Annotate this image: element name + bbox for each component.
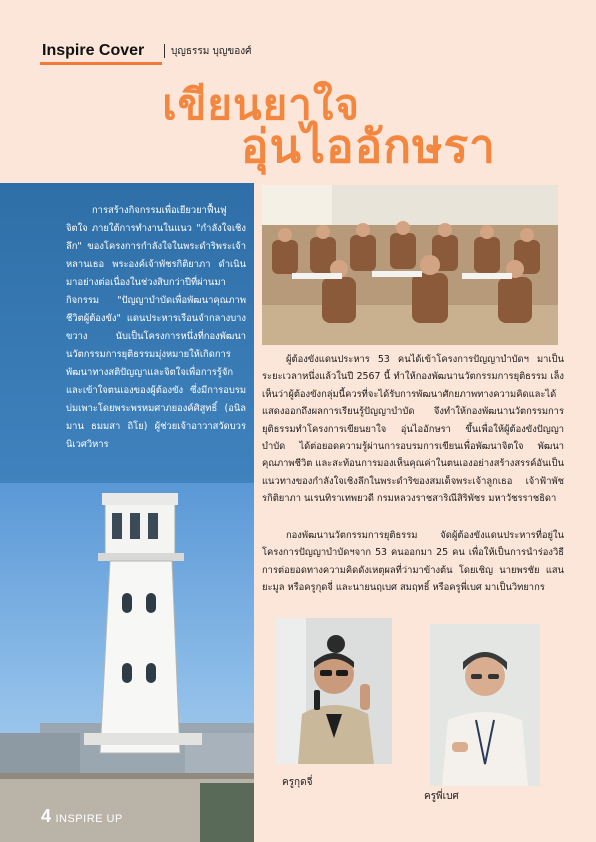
magazine-brand: INSPIRE UP [55, 813, 123, 825]
body-paragraph-2: กองพัฒนานวัตกรรมการยุติธรรม จัดผู้ต้องขังแดนประหารที่อยู่ในโครงการปัญญาบำบัดฯจาก 53 คนออกมา 25 คน เพื่อให้เป็นการนำร่องวิธีการต่อยอดทางความคิดดังเหตุผลที่ว่ามาข้างต้น โดยเชิญ นายพรชัย แสนยะมูล หรือครูกุดจี่ และนายนฤเบศ สมฤทธิ์ หรือครูพี่เบศ มาเป็นวิทยากร [262, 530, 564, 594]
header-underline [40, 62, 162, 65]
page-folio [41, 806, 123, 827]
classroom-photo [262, 185, 558, 345]
photo-caption-kru-kudji: ครูกุดจี่ [282, 777, 313, 788]
page-number: 4 [41, 806, 52, 826]
intro-text: การสร้างกิจกรรมเพื่อเยียวยาฟื้นฟูจิตใจ ภายใต้การทำงานในแนว "กำลังใจเชิงลึก" ของโครงการกำลังใจในพระดำริพระเจ้าหลานเธอ พระองค์เจ้าพัชรกิติยาภา ดำเนินมาอย่างต่อเนื่องในช่วงสิบกว่าปีที่ผ่านมา กิจกรรม "ปัญญาบำบัดเพื่อพัฒนาคุณภาพชีวิตผู้ต้องขัง" แดนประหารเรือนจำกลางบางขวาง นับเป็นโครงการหนึ่งที่กองพัฒนานวัตกรรมการยุติธรรมมุ่งหมายให้เกิดการพัฒนาทางสติปัญญาและจิตใจเพื่อการรู้จักและเข้าใจตนเองของผู้ต้องขัง ซึ่งมีการอบรมบ่มเพาะโดยพระพรหมศาภยองค์ศิสูทธิ์ (อนิลมาน ธมมสา ถิโย) ผู้ช่วยเจ้าอาวาสวัดบวรนิเวศวิหาร [66, 205, 246, 450]
body-paragraph-1: ผู้ต้องขังแดนประหาร 53 คนได้เข้าโครงการปัญญาบำบัดฯ มาเป็นระยะเวลาหนึ่งแล้วในปี 2567 นี้ ทำให้กองพัฒนานวัตกรรมการยุติธรรม เล็งเห็นว่าผู้ต้องขังกลุ่มนี้ควรที่จะได้รับการพัฒนาศักยภาพทางความคิดและได้แสดงออกถึงผลการเรียนรู้ปัญญาบำบัด จึงทำให้กองพัฒนานวัตกรรมการยุติธรรมทำโครงการเขียนยาใจ อุ่นไออักษรา ขึ้นเพื่อให้ผู้ต้องขังปัญญาบำบัด ได้ต่อยอดความรู้ผ่านการอบรมการเขียนเพื่อพัฒนาจิตใจ พัฒนาคุณภาพชีวิต และสะท้อนการมองเห็นคุณค่าในตนเองอย่างสร้างสรรค์อันเป็นแนวทางของกำลังใจเชิงลึกในพระดำริของสมเด็จพระเจ้าลูกเธอ เจ้าฟ้าพัชรกิติยาภา นเรนทิราเทพยวดี กรมหลวงราชสาริณีสิริพัชร มหาวัชรราชธิดา [262, 354, 564, 505]
photo-caption-kru-pee-bes: ครูพี่เบศ [424, 791, 459, 802]
article-title-line-1: เขียนยาใจ [162, 80, 360, 129]
article-title-line-2: อุ่นไออักษรา [240, 119, 496, 173]
header [40, 40, 580, 66]
header-brand: Inspire Cover [42, 42, 145, 59]
header-divider [164, 44, 165, 58]
portrait-photo-kru-pee-bes [430, 624, 540, 786]
watchtower-photo [0, 483, 254, 842]
portrait-photo-kru-kudji [276, 618, 392, 764]
header-author: บุญธรรม บุญของศ์ [171, 46, 252, 57]
